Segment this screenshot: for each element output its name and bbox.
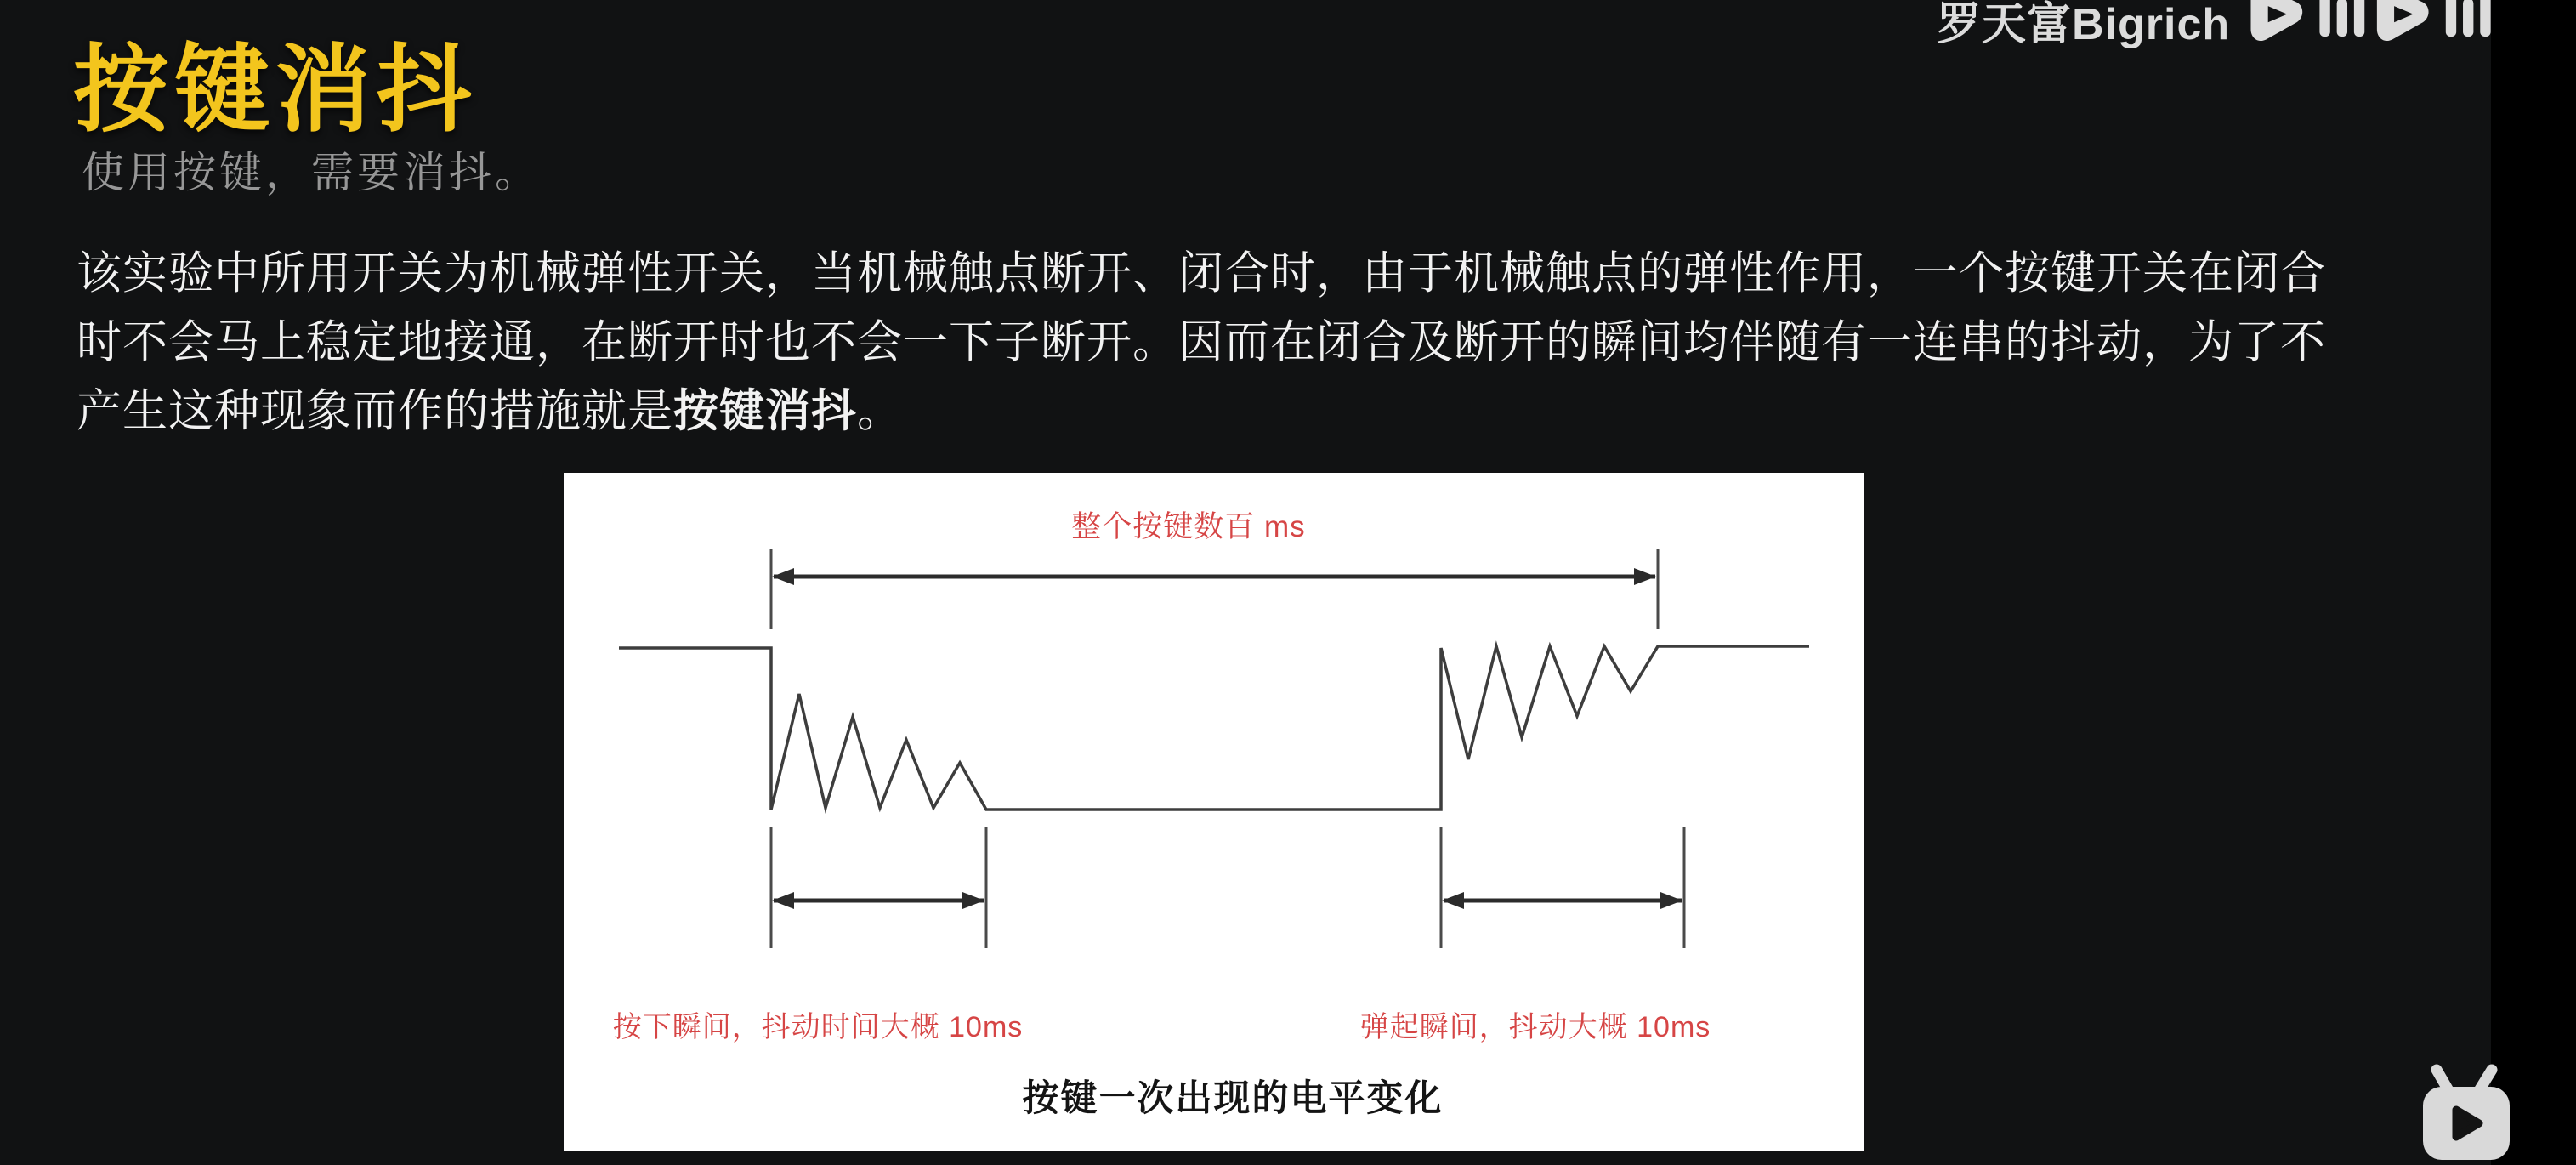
body-paragraph [77, 239, 2457, 446]
body-line-1: 该实验中所用开关为机械弹性开关，当机械触点断开、闭合时，由于机械触点的弹性作用，一个按键开关在闭合 [77, 248, 2326, 298]
slide-subtitle: 使用按键，需要消抖。 [82, 149, 541, 196]
body-line-3-period: 。 [857, 386, 903, 436]
watermark-text: 罗天富Bigrich [1937, 0, 2231, 49]
body-line-3 [77, 377, 2457, 446]
body-line-3-bold: 按键消抖 [673, 386, 857, 436]
waveform-figure [564, 473, 1864, 1151]
slide-title: 按键消抖 [73, 37, 478, 143]
letterbox-right [2491, 0, 2576, 1165]
body-line-2: 时不会马上稳定地接通，在断开时也不会一下子断开。因而在闭合及断开的瞬间均伴随有一连串的抖动，为了不 [77, 317, 2326, 367]
diagram-press-label: 按下瞬间，抖动时间大概 10ms [612, 1011, 1024, 1043]
bilibili-logo-icon [2247, 0, 2494, 43]
diagram-total-label: 整个按键数百 ms [1071, 510, 1306, 543]
bilibili-tv-icon [2417, 1063, 2516, 1163]
body-line-3-text: 产生这种现象而作的措施就是 [77, 386, 673, 436]
signal-waveform [619, 646, 1809, 810]
watermark [1937, 0, 2494, 52]
diagram-release-label: 弹起瞬间，抖动大概 10ms [1359, 1011, 1711, 1043]
diagram-caption: 按键一次出现的电平变化 [1022, 1078, 1444, 1119]
debounce-diagram [564, 473, 1864, 1151]
